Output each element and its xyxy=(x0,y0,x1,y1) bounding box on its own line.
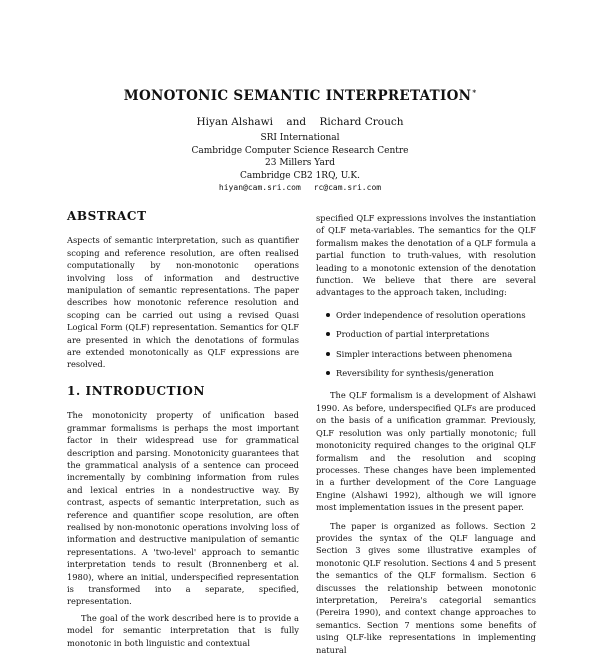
email-1: hiyan@cam.sri.com xyxy=(218,183,301,193)
bullet-icon xyxy=(326,313,330,317)
title-footnote-mark: * xyxy=(472,88,477,97)
right-paragraph-2: The QLF formalism is a development of Alshawi 1990. As before, underspecified QLFs are produced on the basis of a unification grammar. Previously, QLF resolution was only partially monotonic; full monotonicity required changes to the original QLF formalism and the resolution and scoping processes. These changes have been implemented in a further development of the Core Language Engine (Alshawi 1992), although we will ignore most implementation issues in the present paper. xyxy=(316,390,536,513)
affiliation-line: Cambridge CB2 1RQ, U.K. xyxy=(240,170,360,181)
intro-paragraph-1: The monotonicity property of unification based grammar formalisms is perhaps the most important factor in their widespread use for grammatical description and parsing. Monotonicity guarantees that the grammatical analysis of a sentence can proceed incrementally by combining information from rules and lexical entries in a nondestructive way. By contrast, aspects of semantic interpretation, such as reference and quantifier scope resolution, are often realised by non-monotonic operations involving loss of information and destructive manipulation of semantic representations. A 'two-level' approach to semantic interpretation tends to result (Bronnenberg et al. 1980), where an initial, underspecified representation is transformed into a separate, specified, representation. xyxy=(67,410,299,607)
authors xyxy=(0,116,600,128)
bullet-icon xyxy=(326,352,330,356)
abstract-text: Aspects of semantic interpretation, such as quantifier scoping and reference resolution, are often realised computationally by non-monotonic operations involving loss of information and destructive manipulation of semantic representations. The paper describes how monotonic reference resolution and scoping can be carried out using a revised Quasi Logical Form (QLF) representation. Semantics for QLF are presented in which the denotations of formulas are extended monotonically as QLF expressions are resolved. xyxy=(67,235,299,370)
list-item xyxy=(326,309,536,321)
paper-title-text: MONOTONIC SEMANTIC INTERPRETATION xyxy=(123,88,472,104)
list-item-text: Simpler interactions between phenomena xyxy=(336,348,513,359)
advantages-list xyxy=(316,309,536,380)
author-2: Richard Crouch xyxy=(319,116,404,128)
abstract-heading: ABSTRACT xyxy=(67,209,147,223)
paper-title xyxy=(0,88,600,104)
list-item-text: Production of partial interpretations xyxy=(336,329,490,340)
list-item-text: Order independence of resolution operations xyxy=(336,309,526,320)
introduction-heading: 1. INTRODUCTION xyxy=(67,383,206,398)
author-1: Hiyan Alshawi xyxy=(196,116,274,128)
right-paragraph-1: specified QLF expressions involves the instantiation of QLF meta-variables. The semantics for the QLF formalism makes the denotation of a QLF formula a partial function to truth-values, with resolution leading to a monotonic extension of the denotation function. We believe that there are several advantages to the approach taken, including: xyxy=(316,213,536,298)
left-column xyxy=(67,210,299,649)
list-item xyxy=(326,348,536,360)
list-item-text: Reversibility for synthesis/generation xyxy=(336,368,494,379)
email-line xyxy=(0,182,600,195)
bullet-icon xyxy=(326,332,330,336)
affiliation-line: Cambridge Computer Science Research Centre xyxy=(191,145,409,156)
right-column xyxy=(316,212,536,656)
right-paragraph-3: The paper is organized as follows. Section 2 provides the syntax of the QLF language and Section 3 gives some illustrative examples of monotonic QLF resolution. Sections 4 and 5 present the semantics of the QLF formalism. Section 6 discusses the relationship between monotonic interpretation, Pereira's categorial semantics (Pereira 1990), and context change approaches to semantics. Section 7 mentions some benefits of using QLF-like representations in implementing natural xyxy=(316,520,536,655)
list-item xyxy=(326,328,536,340)
author-conjunction: and xyxy=(286,116,307,128)
email-2: rc@cam.sri.com xyxy=(313,183,382,193)
affiliation-line: 23 Millers Yard xyxy=(265,158,335,169)
bullet-icon xyxy=(326,371,330,375)
affiliation xyxy=(0,132,600,195)
intro-paragraph-2: The goal of the work described here is to provide a model for semantic interpretation that is fully monotonic in both linguistic and contextual xyxy=(67,612,299,648)
affiliation-line: SRI International xyxy=(260,133,340,143)
list-item xyxy=(326,367,536,379)
